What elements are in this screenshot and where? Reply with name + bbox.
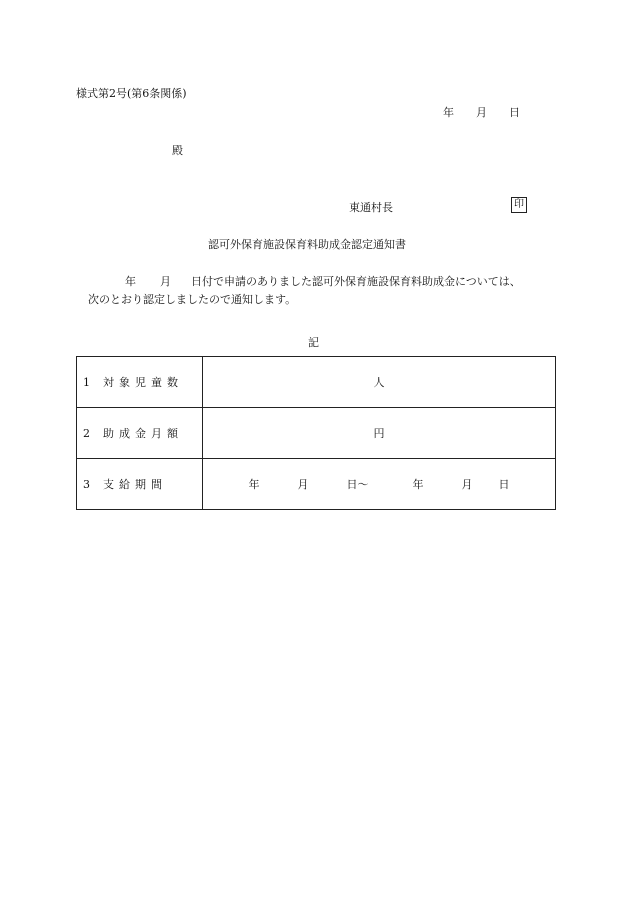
body-year-label: 年 (125, 275, 136, 288)
seal-mark: 印 (511, 197, 527, 213)
row-label: 対象児童数 (103, 376, 183, 389)
date-year-label: 年 (443, 106, 454, 119)
row-number: 3 (83, 478, 90, 491)
table-row (77, 408, 556, 459)
monthly-amount-field (203, 408, 556, 459)
children-count-field (203, 357, 556, 408)
date-month-label: 月 (476, 106, 487, 119)
row-label-cell (77, 408, 203, 459)
end-year-label: 年 (412, 478, 424, 491)
issuer-title: 東通村長 (349, 201, 393, 214)
date-day-label: 日 (509, 106, 520, 119)
row-label-cell (77, 357, 203, 408)
body-line1-text: 日付で申請のありました認可外保育施設保育料助成金については、 (191, 275, 521, 288)
body-month-label: 月 (160, 275, 171, 288)
start-year-label: 年 (248, 478, 260, 491)
table-row (77, 459, 556, 510)
row-label: 支給期間 (103, 478, 167, 491)
end-month-label: 月 (461, 478, 473, 491)
document-title: 認可外保育施設保育料助成金認定通知書 (208, 238, 406, 251)
end-day-label: 日 (498, 478, 510, 491)
form-number: 様式第2号(第6条関係) (76, 87, 187, 100)
ki-heading: 記 (308, 336, 319, 349)
body-text-line-1 (125, 273, 521, 289)
row-label: 助成金月額 (103, 427, 183, 440)
payment-period-field (203, 459, 556, 510)
unit-label: 人 (373, 376, 385, 389)
row-number: 2 (83, 427, 90, 440)
issue-date (443, 104, 520, 120)
row-number: 1 (83, 376, 90, 389)
table-row (77, 357, 556, 408)
unit-label: 円 (373, 427, 385, 440)
start-month-label: 月 (297, 478, 309, 491)
addressee-suffix: 殿 (172, 144, 183, 157)
body-text-line-2: 次のとおり認定しましたので通知します。 (88, 293, 297, 306)
row-label-cell (77, 459, 203, 510)
certification-table (76, 356, 556, 510)
start-day-label: 日〜 (346, 478, 369, 491)
